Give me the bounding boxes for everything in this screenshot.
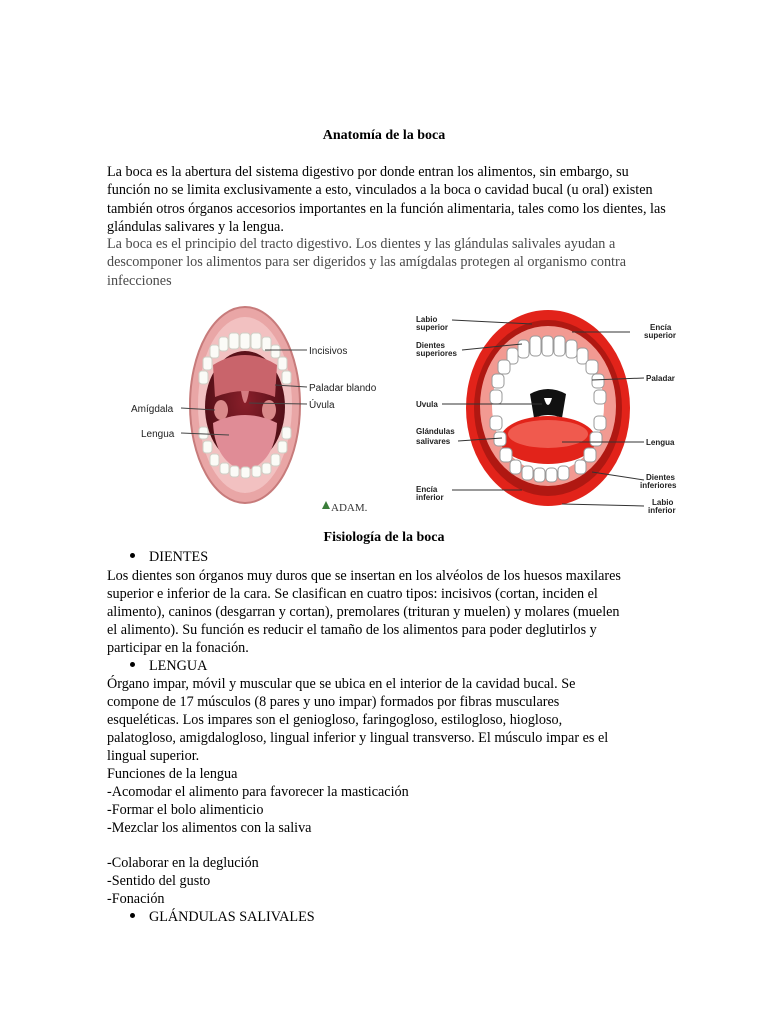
funciones-heading: Funciones de la lengua <box>107 766 238 782</box>
label-labio-superior-1: Labio <box>416 315 438 324</box>
bullet-lengua-label: LENGUA <box>149 658 208 674</box>
label-dientes-inferiores-2: inferiores <box>640 481 677 490</box>
label-labio-inferior-1: Labio <box>652 498 674 507</box>
label-glandulas-1: Glándulas <box>416 427 455 436</box>
intro-paragraph-gray: La boca es el principio del tracto digestivo. Los dientes y las glándulas salivales ayudan a descomponer los alimentos para ser digeridos y las amígdalas protegen al organismo contra infecciones <box>107 236 627 289</box>
label-encia-superior-1: Encía <box>650 323 672 332</box>
dientes-line: participar en la fonación. <box>107 640 249 656</box>
label-labio-superior-2: superior <box>416 323 449 332</box>
label-glandulas-2: salivares <box>416 437 451 446</box>
label-encia-inferior-2: inferior <box>416 493 444 502</box>
dientes-line: superior e inferior de la cara. Se clasifican en cuatro tipos: incisivos (cortan, inciden el <box>107 586 598 602</box>
funcion-item: -Sentido del gusto <box>107 873 211 889</box>
label-lengua: Lengua <box>141 429 175 440</box>
mouth-illustration-left <box>125 305 395 517</box>
label-lengua-right: Lengua <box>646 438 675 447</box>
funcion-item: -Formar el bolo alimenticio <box>107 802 264 818</box>
lengua-line: compone de 17 músculos (8 pares y uno impar) formados por fibras musculares <box>107 694 560 710</box>
funcion-item: -Fonación <box>107 891 165 907</box>
page-title: Anatomía de la boca <box>322 128 446 143</box>
lengua-line: Órgano impar, móvil y muscular que se ubica en el interior de la cavidad bucal. Se <box>107 676 576 692</box>
label-dientes-superiores-1: Dientes <box>416 341 445 350</box>
intro-paragraph: La boca es la abertura del sistema digestivo por donde entran los alimentos, sin embargo, su función no se limita exclusivamente a esto, vinculados a la boca o cavidad bucal (u oral) existen también otros órganos accesorios importantes en la función alimentaria, tales como los dientes, las glándulas salivares y la lengua. <box>107 164 666 236</box>
adam-leaf-icon <box>322 501 330 509</box>
mouth-diagram-right <box>412 308 688 520</box>
bullet-dot-icon <box>130 553 135 558</box>
bullet-lengua <box>130 657 207 675</box>
dientes-line: alimento), caninos (desgarran y cortan), premolares (trituran y muelen) y molares (muelen <box>107 604 620 620</box>
funcion-item: -Colaborar en la deglución <box>107 855 259 871</box>
lengua-line: lingual superior. <box>107 748 200 764</box>
bullet-glandulas <box>130 908 315 926</box>
label-paladar: Paladar <box>646 374 675 383</box>
bullet-dientes-label: DIENTES <box>149 549 209 565</box>
label-dientes-inferiores-1: Dientes <box>646 473 675 482</box>
section-title-fisiologia: Fisiología de la boca <box>323 530 445 545</box>
bullet-dot-icon <box>130 662 135 667</box>
funcion-item: -Mezclar los alimentos con la saliva <box>107 820 312 836</box>
adam-credit-logo: ADAM. <box>331 502 368 514</box>
label-paladar-blando: Paladar blando <box>309 383 377 394</box>
label-uvula-right: Uvula <box>416 400 438 409</box>
lengua-line: esqueléticas. Los impares son el geniogloso, faringogloso, estilogloso, hiogloso, <box>107 712 563 728</box>
dientes-line: el alimento). Su función es reducir el tamaño de los alimentos para poder deglutirlos y <box>107 622 597 638</box>
lengua-line: palatogloso, amigdalogloso, lingual inferior y lingual transverso. El músculo impar es el <box>107 730 609 746</box>
bullet-dientes <box>130 548 208 566</box>
label-amigdala: Amígdala <box>131 404 174 415</box>
bullet-glandulas-label: GLÁNDULAS SALIVALES <box>149 909 315 925</box>
label-incisivos: Incisivos <box>309 346 348 357</box>
label-labio-inferior-2: inferior <box>648 506 676 515</box>
label-encia-superior-2: superior <box>644 331 677 340</box>
bullet-dot-icon <box>130 913 135 918</box>
label-encia-inferior-1: Encía <box>416 485 438 494</box>
funcion-item: -Acomodar el alimento para favorecer la masticación <box>107 784 409 800</box>
label-dientes-superiores-2: superiores <box>416 349 457 358</box>
dientes-line: Los dientes son órganos muy duros que se insertan en los alvéolos de los huesos maxilares <box>107 568 621 584</box>
label-uvula: Úvula <box>309 400 335 411</box>
